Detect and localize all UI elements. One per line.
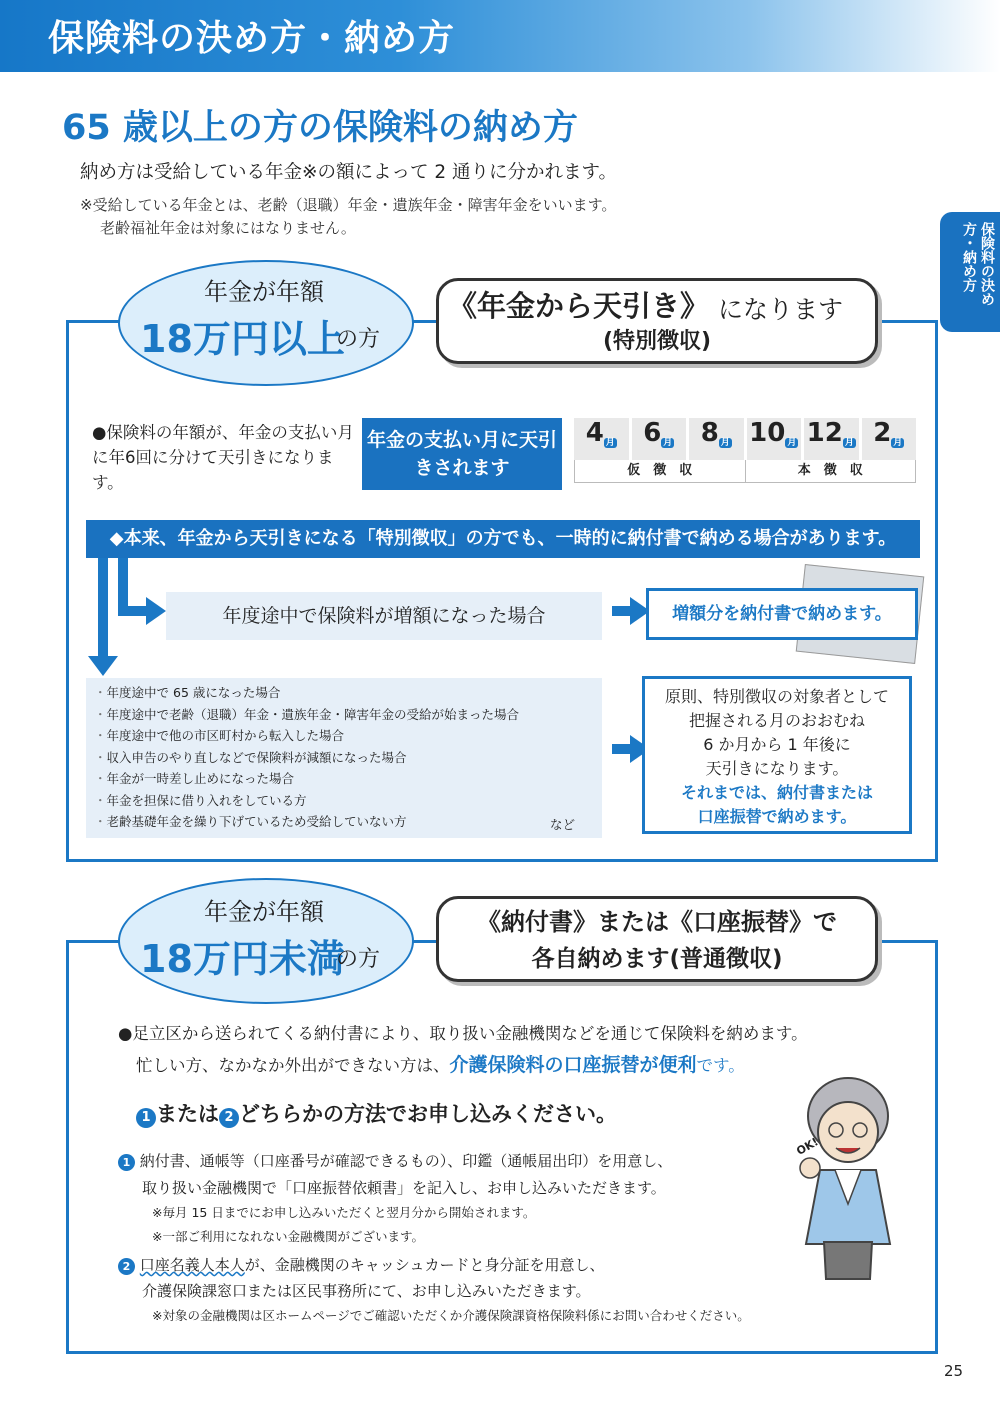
ok-text: OK! (794, 1135, 821, 1158)
flow-arrow-right (146, 597, 166, 625)
provisional-collection-label: 仮 徴 収 (575, 460, 746, 482)
month-cell: 2 月 (862, 418, 917, 460)
month-cell: 6 月 (632, 418, 687, 460)
intro-note-2: 老齢福祉年金は対象にはなりません。 (100, 219, 356, 237)
account-holder-emphasis: 口座名義人本人 (139, 1256, 245, 1274)
step-2-text: が、金融機関のキャッシュカードと身分証を用意し、 (244, 1256, 605, 1274)
autopay-emphasis: 介護保険料の口座振替が便利 (449, 1054, 697, 1076)
section1-result-tail: になります (718, 295, 844, 324)
cases-result-line: 6 か月から 1 年後に (703, 735, 851, 754)
step-1-icon: 1 (136, 1108, 156, 1128)
page-number: 25 (944, 1362, 964, 1380)
section2-ellipse-top: 年金が年額 (204, 898, 324, 926)
month-cell: 10 月 (747, 418, 802, 460)
flow-line-branch-h (118, 606, 148, 616)
side-tab-label: 保険料の決め方・納め方 (961, 222, 995, 306)
section2-result-line1: 《納付書》または《口座振替》で (477, 908, 837, 936)
section2-ellipse-amount: 18万円未満 (140, 937, 345, 981)
howto-title-or: または (156, 1102, 219, 1126)
cases-result-line: 原則、特別徴収の対象者として (664, 687, 889, 706)
main-collection-label: 本 徴 収 (797, 463, 863, 478)
step-1-line-2: 取り扱い金融機関で「口座振替依頼書」を記入し、お申し込みいただきます。 (142, 1179, 666, 1197)
step-1-text: 納付書、通帳等（口座番号が確認できるもの）、印鑑（通帳届出印）を用意し、 (139, 1152, 673, 1170)
increase-arrow-shaft (612, 606, 632, 616)
month-strip (574, 418, 916, 486)
howto-title-rest: どちらかの方法でお申し込みください。 (239, 1102, 617, 1126)
step-2-line-2: 介護保険課窓口または区民事務所にて、お申し込みいただきます。 (142, 1282, 591, 1300)
case-item: ・ 収入申告のやり直しなどで保険料が減額になった場合 (94, 747, 594, 769)
step-1-note-2: ※一部ご利用になれない金融機関がございます。 (152, 1229, 424, 1244)
header-title: 保険料の決め方・納め方 (48, 18, 456, 59)
section1-ellipse-top: 年金が年額 (204, 278, 324, 306)
flow-line-vertical (98, 558, 108, 658)
section1-description: ●保険料の年額が、年金の支払い月に年6回に分けて天引きになります。 (92, 423, 354, 492)
intro-text: 納め方は受給している年金※の額によって 2 通りに分かれます。 (80, 162, 618, 183)
cases-box (86, 678, 602, 838)
increase-case: 年度途中で保険料が増額になった場合 (166, 592, 602, 640)
section1-result-sub: (特別徴収) (602, 329, 712, 354)
section2-description-1: ●足立区から送られてくる納付書により、取り扱い金融機関などを通じて保険料を納めます。 (118, 1024, 808, 1043)
section1-ellipse-suffix: の方 (336, 327, 381, 352)
case-item: ・ 年度途中で 65 歳になった場合 (94, 682, 594, 704)
cases-result-line: 天引きになります。 (705, 759, 849, 778)
step-2-note: ※対象の金融機関は区ホームページでご確認いただくか介護保険課資格保険料係にお問い合わせください。 (152, 1308, 750, 1323)
intro-note-1: ※受給している年金とは、老齢（退職）年金・遺族年金・障害年金をいいます。 (80, 196, 617, 214)
step-1-note-1: ※毎月 15 日までにお申し込みいただくと翌月分から開始されます。 (152, 1205, 536, 1220)
month-cell: 8 月 (689, 418, 744, 460)
cases-arrow-shaft (612, 744, 632, 754)
section2-ellipse-suffix: の方 (336, 947, 381, 972)
case-item: ・ 年金を担保に借り入れをしている方 (94, 790, 594, 812)
section1-ellipse-amount: 18万円以上 (140, 317, 345, 361)
step-2-icon: 2 (219, 1108, 239, 1128)
section1-month-label: 年金の支払い月に天引きされます (362, 418, 562, 490)
cases-result-emphasis: 口座振替で納めます。 (697, 807, 857, 826)
step-1-line-1 (118, 1150, 672, 1171)
case-item: ・ 老齢基礎年金を繰り下げているため受給していない方 (94, 811, 594, 833)
case-item: ・ 年度途中で老齢（退職）年金・遺族年金・障害年金の受給が始まった場合 (94, 704, 594, 726)
cases-result-line: 把握される月のおおむね (688, 711, 865, 730)
howto-title (136, 1098, 617, 1128)
page-title: 65 歳以上の方の保険料の納め方 (62, 108, 578, 148)
section2-description-2 (136, 1050, 745, 1077)
section2-description-2-text: 忙しい方、なかなか外出ができない方は、 (136, 1056, 450, 1075)
exception-notice: ◆本来、年金から天引きになる「特別徴収」の方でも、一時的に納付書で納める場合があります。 (86, 520, 920, 558)
section1-result-main: 《年金から天引き》 (448, 289, 710, 323)
cases-etc: など (550, 817, 576, 832)
elderly-woman-illustration (780, 1074, 910, 1294)
month-cell: 12 月 (804, 418, 859, 460)
cases-result-emphasis: それまでは、納付書または (680, 783, 873, 802)
step-2-badge: 2 (118, 1258, 135, 1275)
step-2-line-1 (118, 1254, 605, 1275)
step-1-badge: 1 (118, 1154, 135, 1171)
case-item: ・ 年度途中で他の市区町村から転入した場合 (94, 725, 594, 747)
case-item: ・ 年金が一時差し止めになった場合 (94, 768, 594, 790)
flow-arrow-down (88, 656, 118, 676)
increase-result: 増額分を納付書で納めます。 (646, 588, 918, 640)
section2-description-2-end: です。 (696, 1056, 745, 1075)
month-cell: 4 月 (574, 418, 629, 460)
section2-result-line2: 各自納めます(普通徴収) (531, 946, 783, 972)
cases-result-box (642, 676, 912, 834)
